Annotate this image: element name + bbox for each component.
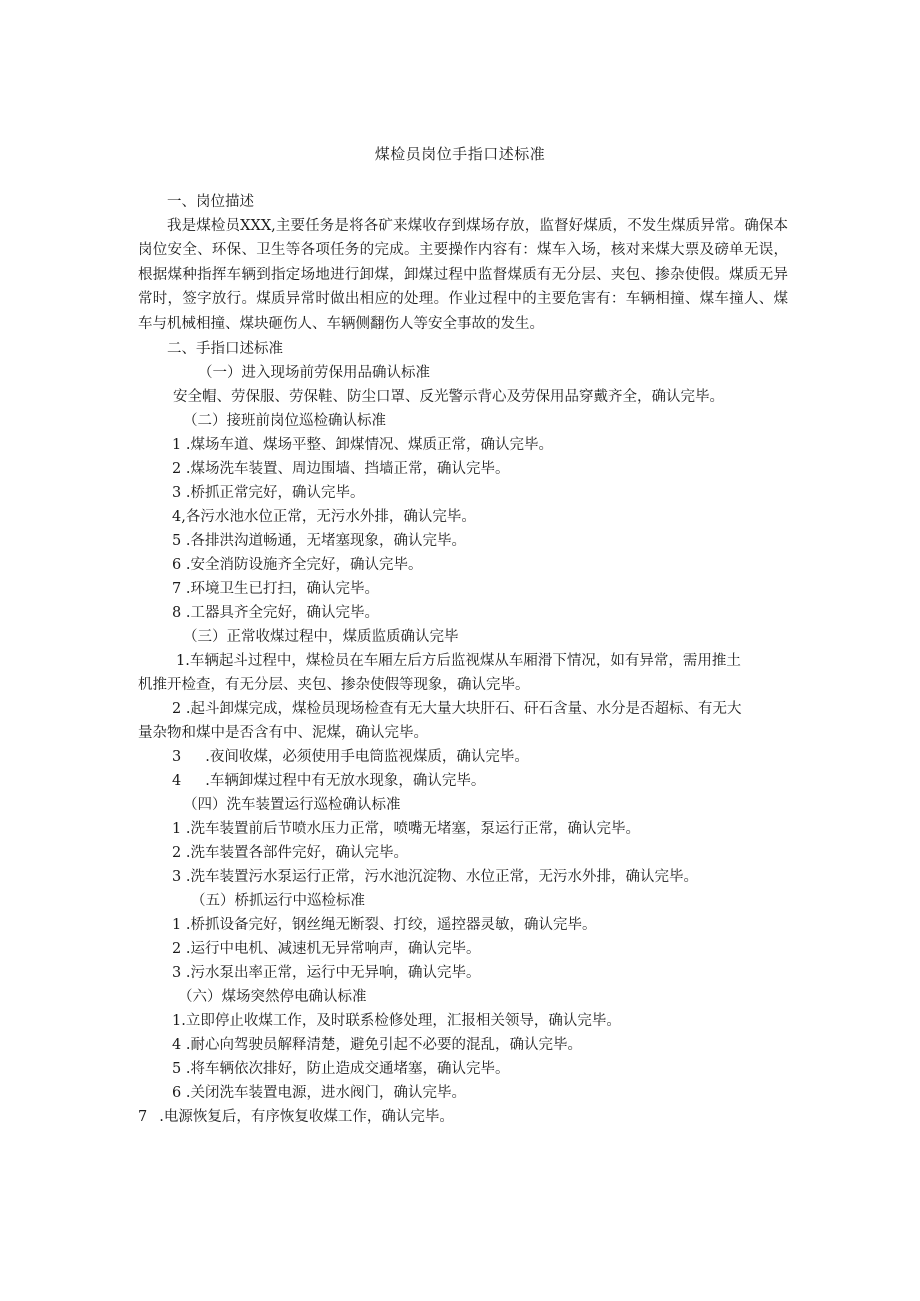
item-number: 6 <box>172 557 182 573</box>
item-number: 3 <box>172 965 182 981</box>
item-number: 2 <box>172 845 182 861</box>
item-text: 立即停止收煤工作，及时联系检修处理，汇报相关领导，确认完毕。 <box>185 1013 621 1029</box>
list-item <box>172 601 379 625</box>
item-number: 5 <box>172 533 182 549</box>
sub4-heading: （四）洗车装置运行巡检确认标准 <box>183 797 401 813</box>
list-item-continuation: 量杂物和煤中是否含有中、泥煤，确认完毕。 <box>138 725 428 741</box>
item-number: 3 <box>172 869 182 885</box>
list-item <box>172 769 485 793</box>
list-item <box>138 1105 454 1129</box>
list-item <box>172 1081 466 1105</box>
item-text: .将车辆依次排好，防止造成交通堵塞，确认完毕。 <box>185 1061 510 1077</box>
item-text: .电源恢复后，有序恢复收煤工作，确认完毕。 <box>159 1109 454 1125</box>
item-number: 1 <box>172 437 182 453</box>
item-number: 2 <box>172 941 182 957</box>
section2-heading: 二、手指口述标准 <box>167 341 283 357</box>
list-item <box>172 529 466 553</box>
item-number: 4 <box>172 773 182 789</box>
item-number: 4, <box>172 509 186 525</box>
item-number: 3 <box>172 485 182 501</box>
item-text: .污水泵出率正常，运行中无异响，确认完毕。 <box>185 965 481 981</box>
item-number: 4 <box>172 1037 182 1053</box>
list-item <box>172 1033 582 1057</box>
list-item <box>172 457 509 481</box>
item-text: 各污水池水位正常，无污水外排，确认完毕。 <box>185 509 476 525</box>
list-item <box>172 505 476 529</box>
item-text: .煤场洗车装置、周边围墙、挡墙正常，确认完毕。 <box>185 461 510 477</box>
list-item <box>172 961 480 985</box>
item-number: 1 <box>172 917 182 933</box>
item-text: .环境卫生已打扫，确认完毕。 <box>185 581 379 597</box>
list-item <box>172 865 698 889</box>
list-item <box>172 817 640 841</box>
item-text: .起斗卸煤完成，煤检员现场检查有无大量大块肝石、矸石含量、水分是否超标、有无大 <box>185 701 742 717</box>
list-item <box>172 577 379 601</box>
list-item <box>172 745 529 769</box>
sub1-text: 安全帽、劳保服、劳保鞋、防尘口罩、反光警示背心及劳保用品穿戴齐全，确认完毕。 <box>173 389 724 405</box>
sub1-heading: （一）进入现场前劳保用品确认标准 <box>198 365 430 381</box>
list-item <box>172 841 408 865</box>
sub3-heading: （三）正常收煤过程中，煤质监质确认完毕 <box>183 629 459 645</box>
item-text: .夜间收煤，必须使用手电筒监视煤质，确认完毕。 <box>205 749 529 765</box>
item-text: .桥抓设备完好，钢丝绳无断裂、打绞，遥控器灵敏，确认完毕。 <box>185 917 597 933</box>
item-text: .桥抓正常完好，确认完毕。 <box>185 485 365 501</box>
item-number: 2 <box>172 701 182 717</box>
item-text: .运行中电机、减速机无异常响声，确认完毕。 <box>185 941 481 957</box>
list-item <box>172 913 596 937</box>
list-item <box>172 937 480 961</box>
sub2-heading: （二）接班前岗位巡检确认标准 <box>183 413 386 429</box>
item-number: 8 <box>172 605 182 621</box>
item-text: .安全消防设施齐全完好，确认完毕。 <box>185 557 423 573</box>
item-text: 车辆起斗过程中，煤检员在车厢左后方后监视煤从车厢滑下情况，如有异常，需用推土 <box>189 653 741 669</box>
item-text: .工器具齐全完好，确认完毕。 <box>185 605 379 621</box>
item-number: 7 <box>138 1109 148 1125</box>
item-text: .车辆卸煤过程中有无放水现象，确认完毕。 <box>205 773 486 789</box>
document-title: 煤检员岗位手指口述标准 <box>374 145 546 163</box>
list-item <box>172 697 741 721</box>
item-text: .耐心向驾驶员解释清楚，避免引起不必要的混乱，确认完毕。 <box>185 1037 582 1053</box>
item-number: 6 <box>172 1085 182 1101</box>
item-number: 1 <box>172 821 182 837</box>
list-item <box>176 649 741 673</box>
list-item <box>172 481 364 505</box>
sub6-heading: （六）煤场突然停电确认标准 <box>178 989 367 1005</box>
item-text: .洗车装置污水泵运行正常，污水池沉淀物、水位正常，无污水外排，确认完毕。 <box>185 869 698 885</box>
section1-paragraph: 我是煤检员XXX,主要任务是将各矿来煤收存到煤场存放，监督好煤质，不发生煤质异常。确保本岗位安全、环保、卫生等各项任务的完成。主要操作内容有：煤车入场，核对来煤大票及磅单无误，根据煤种指挥车辆到指定场地进行卸煤，卸煤过程中监督煤质有无分层、夹包、掺杂使假。煤质无异常时，签字放行。煤质异常时做出相应的处理。作业过程中的主要危害有：车辆相撞、煤车撞人、煤车与机械相撞、煤块砸伤人、车辆侧翻伤人等安全事故的发生。 <box>138 218 788 332</box>
list-item <box>172 553 422 577</box>
item-number: 5 <box>172 1061 182 1077</box>
item-number: 1. <box>172 1013 186 1029</box>
item-number: 2 <box>172 461 182 477</box>
section1-heading: 一、岗位描述 <box>167 194 254 210</box>
item-text: .洗车装置前后节喷水压力正常，喷嘴无堵塞，泵运行正常，确认完毕。 <box>185 821 640 837</box>
list-item-continuation: 机推开检查，有无分层、夹包、掺杂使假等现象，确认完毕。 <box>138 677 530 693</box>
list-item <box>172 433 553 457</box>
list-item <box>172 1009 621 1033</box>
sub5-heading: （五）桥抓运行中巡检标准 <box>191 893 365 909</box>
item-number: 1. <box>176 653 190 669</box>
list-item <box>172 1057 509 1081</box>
item-text: .洗车装置各部件完好，确认完毕。 <box>185 845 408 861</box>
item-number: 3 <box>172 749 182 765</box>
item-text: .煤场车道、煤场平整、卸煤情况、煤质正常，确认完毕。 <box>185 437 553 453</box>
item-text: .关闭洗车装置电源，进水阀门，确认完毕。 <box>185 1085 466 1101</box>
item-text: .各排洪沟道畅通，无堵塞现象，确认完毕。 <box>185 533 466 549</box>
item-number: 7 <box>172 581 182 597</box>
